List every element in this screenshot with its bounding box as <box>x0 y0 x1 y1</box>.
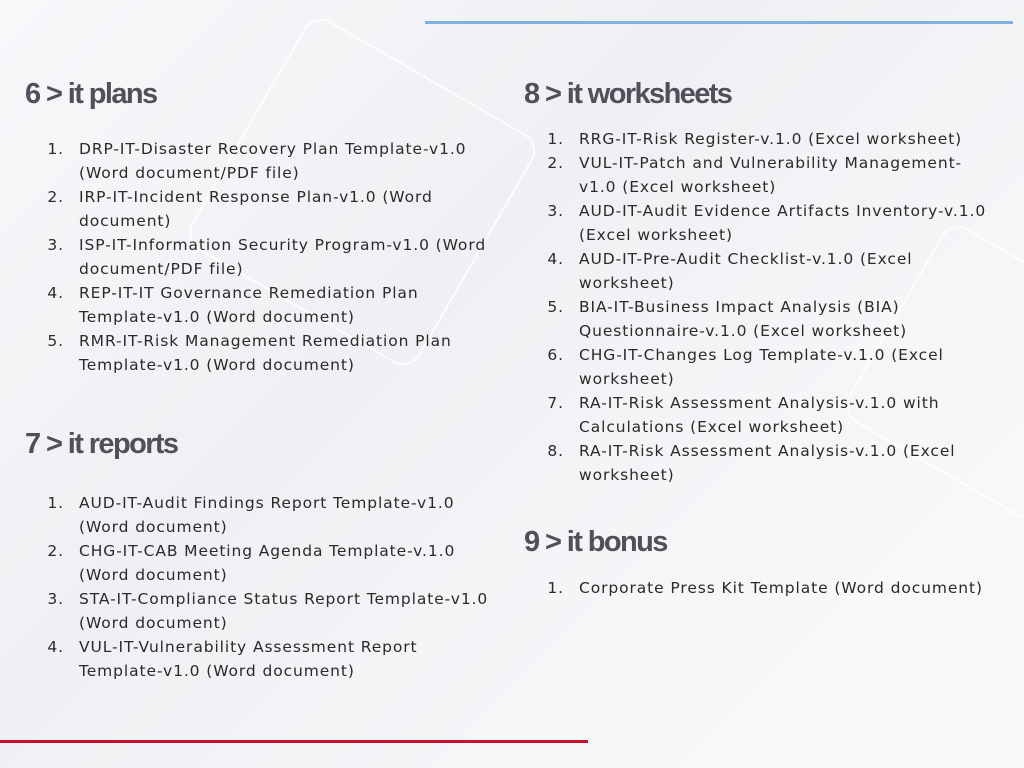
it-bonus-list <box>547 576 997 600</box>
list-item <box>47 281 495 329</box>
bottom-accent-line <box>0 740 588 743</box>
list-item-number: 4. <box>47 284 64 302</box>
list-item-number: 3. <box>47 590 64 608</box>
list-item-text: STA-IT-Compliance Status Report Template-v1.0 (Word document) <box>79 590 489 632</box>
list-item <box>547 295 997 343</box>
list-item-number: 1. <box>547 130 564 148</box>
list-item <box>547 127 997 151</box>
list-item <box>47 539 495 587</box>
list-item <box>547 199 997 247</box>
list-item-text: VUL-IT-Patch and Vulnerability Management-v1.0 (Excel worksheet) <box>579 154 963 196</box>
list-item <box>47 233 495 281</box>
list-item-number: 1. <box>47 494 64 512</box>
list-item-number: 2. <box>547 154 564 172</box>
list-item <box>47 137 495 185</box>
list-item <box>547 439 997 487</box>
list-item-text: AUD-IT-Pre-Audit Checklist-v.1.0 (Excel worksheet) <box>579 250 913 292</box>
list-item-text: ISP-IT-Information Security Program-v1.0 (Word document/PDF file) <box>79 236 487 278</box>
list-item-text: VUL-IT-Vulnerability Assessment Report Template-v1.0 (Word document) <box>79 638 418 680</box>
list-item-text: RMR-IT-Risk Management Remediation Plan Template-v1.0 (Word document) <box>79 332 452 374</box>
list-item-number: 1. <box>547 579 564 597</box>
list-item <box>547 151 997 199</box>
section-heading-it-worksheets: 8 > it worksheets <box>524 78 732 110</box>
it-plans-list <box>47 137 495 377</box>
list-item-number: 5. <box>547 298 564 316</box>
section-heading-it-plans: 6 > it plans <box>25 78 157 110</box>
list-item-number: 3. <box>47 236 64 254</box>
list-item-text: Corporate Press Kit Template (Word document) <box>579 579 983 597</box>
list-item <box>547 247 997 295</box>
list-item <box>47 491 495 539</box>
list-item <box>47 587 495 635</box>
list-item-text: REP-IT-IT Governance Remediation Plan Template-v1.0 (Word document) <box>79 284 419 326</box>
list-item-number: 6. <box>547 346 564 364</box>
list-item-number: 3. <box>547 202 564 220</box>
list-item <box>547 576 997 600</box>
list-item-text: CHG-IT-CAB Meeting Agenda Template-v.1.0 (Word document) <box>79 542 456 584</box>
list-item-number: 2. <box>47 542 64 560</box>
it-reports-list <box>47 491 495 683</box>
list-item-number: 5. <box>47 332 64 350</box>
list-item-number: 7. <box>547 394 564 412</box>
list-item-number: 1. <box>47 140 64 158</box>
it-worksheets-list <box>547 127 997 487</box>
list-item-number: 4. <box>47 638 64 656</box>
list-item-text: AUD-IT-Audit Evidence Artifacts Inventory-v.1.0 (Excel worksheet) <box>579 202 987 244</box>
list-item-text: DRP-IT-Disaster Recovery Plan Template-v1.0 (Word document/PDF file) <box>79 140 467 182</box>
list-item-number: 8. <box>547 442 564 460</box>
top-accent-line <box>425 21 1013 24</box>
list-item-number: 4. <box>547 250 564 268</box>
section-heading-it-reports: 7 > it reports <box>25 428 178 460</box>
list-item-text: RA-IT-Risk Assessment Analysis-v.1.0 with Calculations (Excel worksheet) <box>579 394 940 436</box>
list-item <box>47 329 495 377</box>
list-item-text: RA-IT-Risk Assessment Analysis-v.1.0 (Excel worksheet) <box>579 442 956 484</box>
list-item-text: AUD-IT-Audit Findings Report Template-v1.0 (Word document) <box>79 494 455 536</box>
section-heading-it-bonus: 9 > it bonus <box>524 526 667 558</box>
list-item-text: IRP-IT-Incident Response Plan-v1.0 (Word document) <box>79 188 433 230</box>
list-item-text: CHG-IT-Changes Log Template-v.1.0 (Excel worksheet) <box>579 346 944 388</box>
list-item <box>547 343 997 391</box>
list-item <box>47 635 495 683</box>
list-item-text: BIA-IT-Business Impact Analysis (BIA) Questionnaire-v.1.0 (Excel worksheet) <box>579 298 908 340</box>
list-item <box>47 185 495 233</box>
list-item-number: 2. <box>47 188 64 206</box>
list-item <box>547 391 997 439</box>
list-item-text: RRG-IT-Risk Register-v.1.0 (Excel worksheet) <box>579 130 963 148</box>
